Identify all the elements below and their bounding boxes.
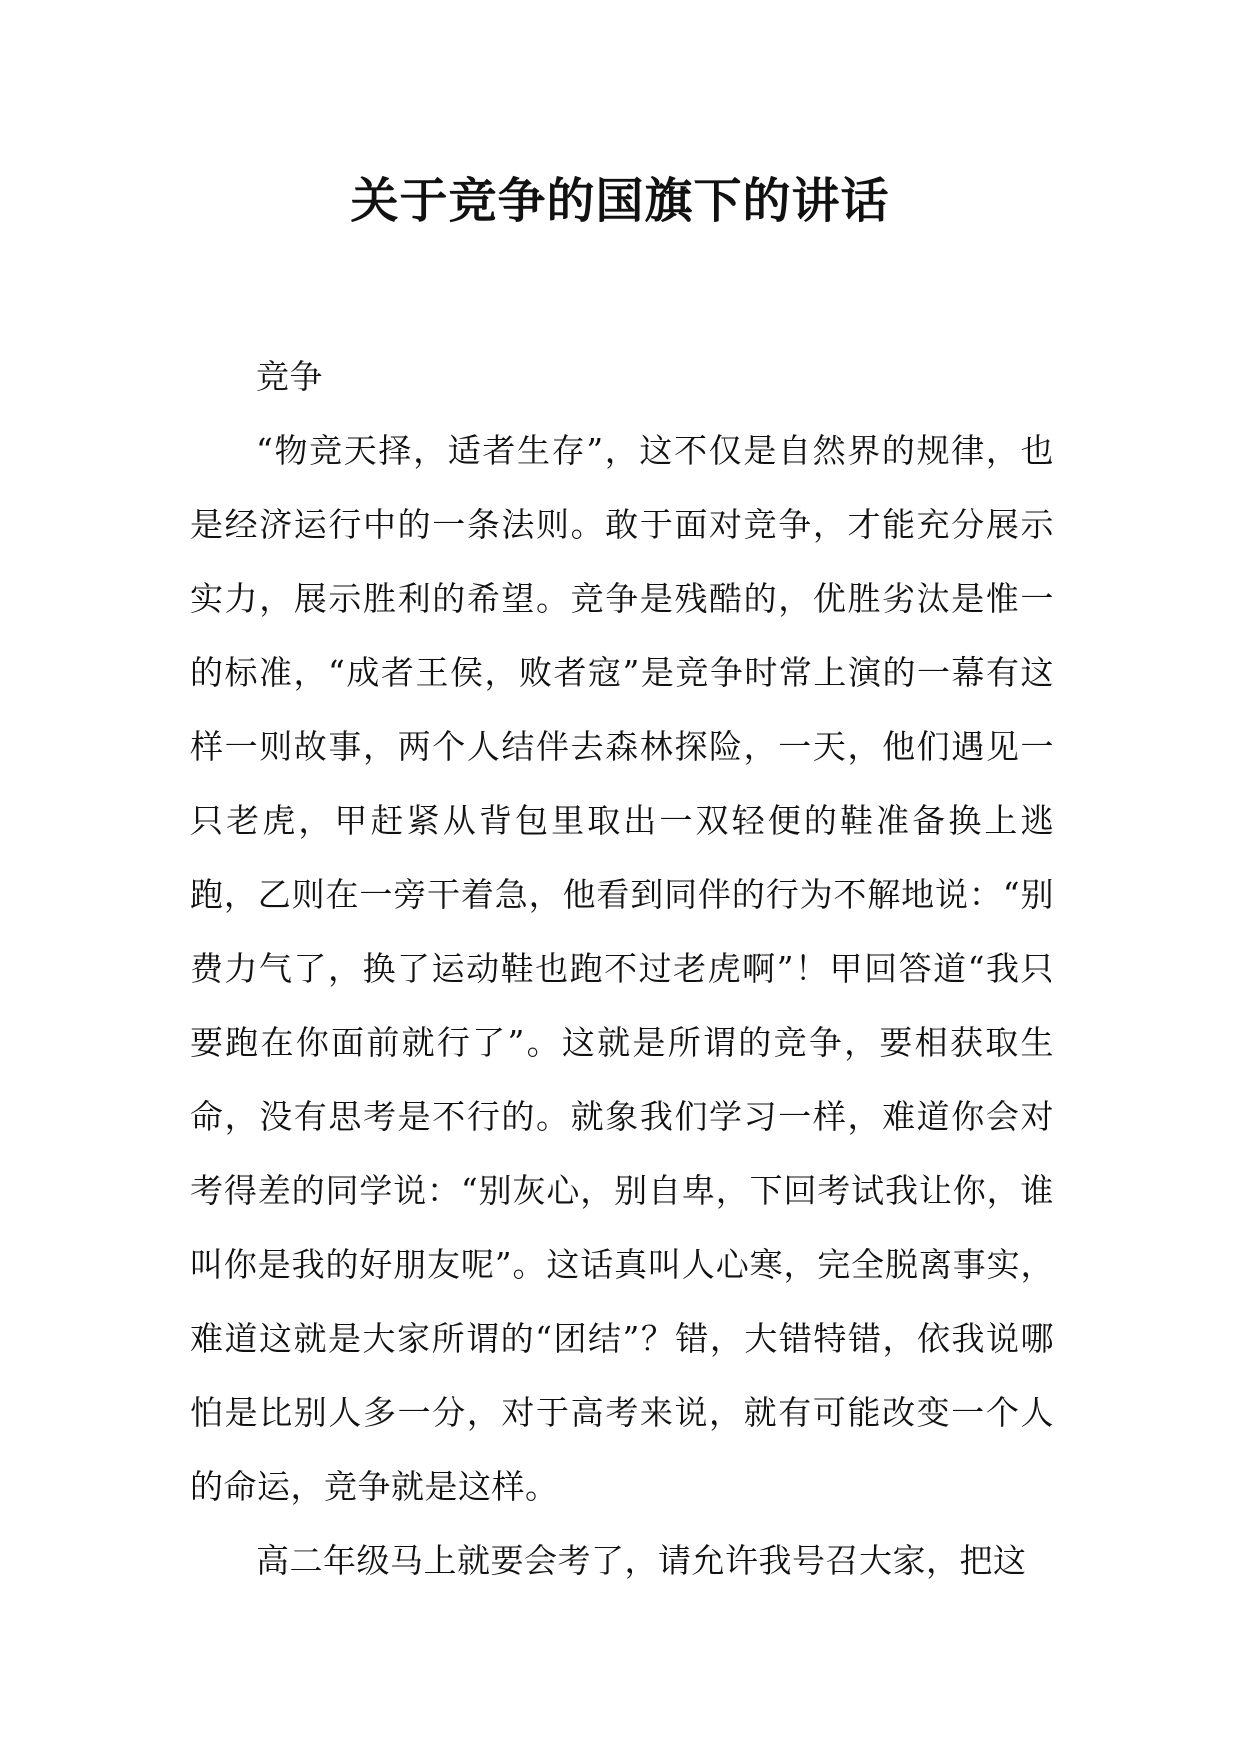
document-title: 关于竞争的国旗下的讲话 (350, 173, 890, 229)
paragraph: “物竞天择，适者生存”，这不仅是自然界的规律，也是经济运行中的一条法则。敢于面对竞争，才能充分展示实力，展示胜利的希望。竞争是残酷的，优胜劣汰是惟一的标准，“成者王侯，败者寇”是竞争时常上演的一幕有这样一则故事，两个人结伴去森林探险，一天，他们遇见一只老虎，甲赶紧从背包里取出一双轻便的鞋准备换上逃跑，乙则在一旁干着急，他看到同伴的行为不解地说：“别费力气了，换了运动鞋也跑不过老虎啊”！甲回答道“我只要跑在你面前就行了”。这就是所谓的竞争，要相获取生命，没有思考是不行的。就象我们学习一样，难道你会对考得差的同学说：“别灰心，别自卑，下回考试我让你，谁叫你是我的好朋友呢”。这话真叫人心寒，完全脱离事实，难道这就是大家所谓的“团结”？错，大错特错，依我说哪怕是比别人多一分，对于高考来说，就有可能改变一个人的命运，竞争就是这样。 (190, 431, 1054, 1506)
document-body (190, 340, 1054, 1598)
paragraph: 高二年级马上就要会考了，请允许我号召大家，把这 (256, 1541, 1027, 1580)
paragraph-heading: 竞争 (256, 357, 323, 396)
